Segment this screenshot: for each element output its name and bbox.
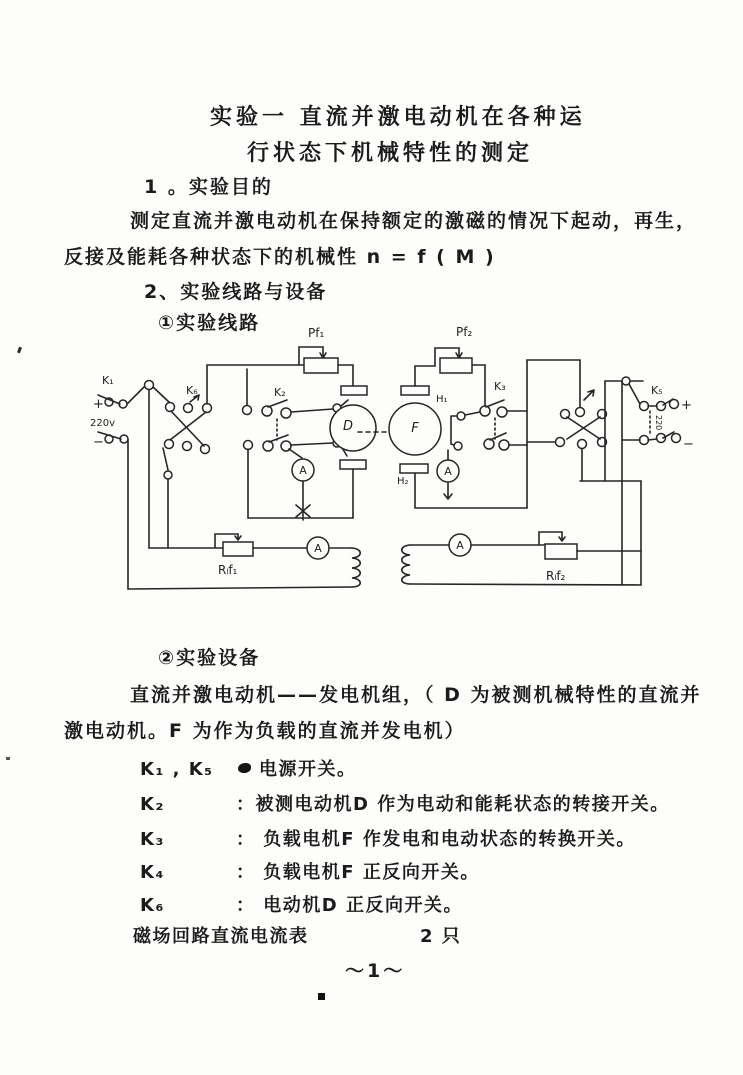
- transfer-switch-k3: [480, 380, 527, 450]
- ammeter-field-f-label: A: [456, 539, 464, 552]
- wiring-left: [127, 381, 172, 590]
- page-number: ～1～: [345, 960, 406, 982]
- rheostat-pf1: [299, 326, 353, 386]
- k2-label: K₂: [274, 386, 286, 399]
- terminal-posts-f: [451, 412, 480, 450]
- pf2-label: Pf₂: [456, 325, 473, 339]
- switch-list-row: [140, 858, 480, 884]
- supply-left-minus-sign: −: [93, 435, 104, 450]
- k5-label: K₅: [651, 384, 663, 397]
- generator-f: [389, 366, 527, 508]
- h2-label: H₂: [397, 476, 409, 487]
- field-circuit-f: [402, 532, 641, 585]
- switch-list-row: [140, 755, 357, 781]
- section-2-heading: 2、实验线路与设备: [144, 281, 328, 303]
- pf1-label: Pf₁: [308, 326, 325, 340]
- circuit-diagram: [90, 318, 740, 633]
- supply-switch-k5: [622, 384, 694, 452]
- equipment-line2: 激电动机。F 为作为负载的直流并发电机）: [64, 720, 466, 742]
- switch-desc: ： 负载电机F 作发电和电动状态的转换开关。: [236, 829, 636, 850]
- ammeter-armature-f-label: A: [444, 465, 452, 478]
- switch-list-row: [140, 825, 636, 851]
- k6-label: K₆: [186, 384, 198, 397]
- ammeter-field-d-label: A: [314, 542, 322, 555]
- generator-f-letter: F: [411, 421, 419, 436]
- equipment-line1: 直流并激电动机——发电机组，（ D 为被测机械特性的直流并: [130, 684, 702, 706]
- switch-term: K₂: [140, 794, 165, 815]
- meter-item-qty: 2 只: [420, 926, 462, 947]
- supply-right-plus-sign: +: [681, 398, 692, 413]
- switch-list-row: [140, 891, 463, 917]
- scan-speck: [318, 993, 325, 1000]
- scan-speck: [17, 347, 22, 354]
- switch-list-row: [140, 790, 670, 816]
- experiment-title-line1: 实验一 直流并激电动机在各种运: [210, 105, 586, 130]
- reversing-switch-k4: [527, 390, 607, 481]
- scan-speck: [6, 757, 10, 760]
- switch-desc: ：被测电动机D 作为电动和能耗状态的转接开关。: [236, 794, 670, 815]
- supply-left-voltage-label: 220v: [90, 418, 116, 429]
- switch-term: K₁ , K₅: [140, 759, 214, 780]
- link-loop: [527, 360, 580, 508]
- subsection-circuit-heading: ①实验线路: [158, 312, 261, 334]
- k3-label: K₃: [494, 380, 506, 393]
- k1-label: K₁: [102, 374, 114, 387]
- reversing-switch-k6: [165, 384, 212, 454]
- experiment-title-line2: 行状态下机械特性的测定: [247, 141, 534, 166]
- motor-d-letter: D: [342, 419, 354, 434]
- switch-term: K₄: [140, 862, 165, 883]
- meter-item-label: 磁场回路直流电流表: [133, 926, 309, 947]
- h1-label: H₁: [436, 394, 448, 405]
- frame-right: [580, 377, 643, 585]
- armature-branch-d: [248, 449, 353, 520]
- ink-blot: [238, 763, 251, 773]
- purpose-line1: 测定直流并激电动机在保持额定的激磁的情况下起动，再生，: [130, 210, 698, 232]
- armature-branch-f: [437, 450, 459, 499]
- supply-right-minus-sign: −: [683, 437, 694, 452]
- switch-term: K₃: [140, 829, 165, 850]
- field-circuit-d: [128, 534, 360, 589]
- supply-left-plus-sign: +: [93, 397, 104, 412]
- subsection-equipment-heading: ②实验设备: [158, 647, 261, 669]
- supply-switch-k1: [90, 374, 128, 450]
- section-1-heading: 1 。实验目的: [144, 176, 273, 198]
- rlf1-label: Rₗf₁: [218, 563, 238, 577]
- rlf2-label: Rₗf₂: [546, 569, 566, 583]
- switch-desc: ： 电动机D 正反向开关。: [236, 895, 463, 916]
- supply-right-voltage-label: 220: [654, 415, 663, 431]
- switch-desc: ： 负载电机F 正反向开关。: [236, 862, 480, 883]
- ammeter-armature-d-label: A: [299, 464, 307, 477]
- purpose-line2: 反接及能耗各种状态下的机械性 n = f ( M ): [64, 246, 496, 268]
- switch-desc: 电源开关。: [259, 759, 357, 780]
- switch-term: K₆: [140, 895, 165, 916]
